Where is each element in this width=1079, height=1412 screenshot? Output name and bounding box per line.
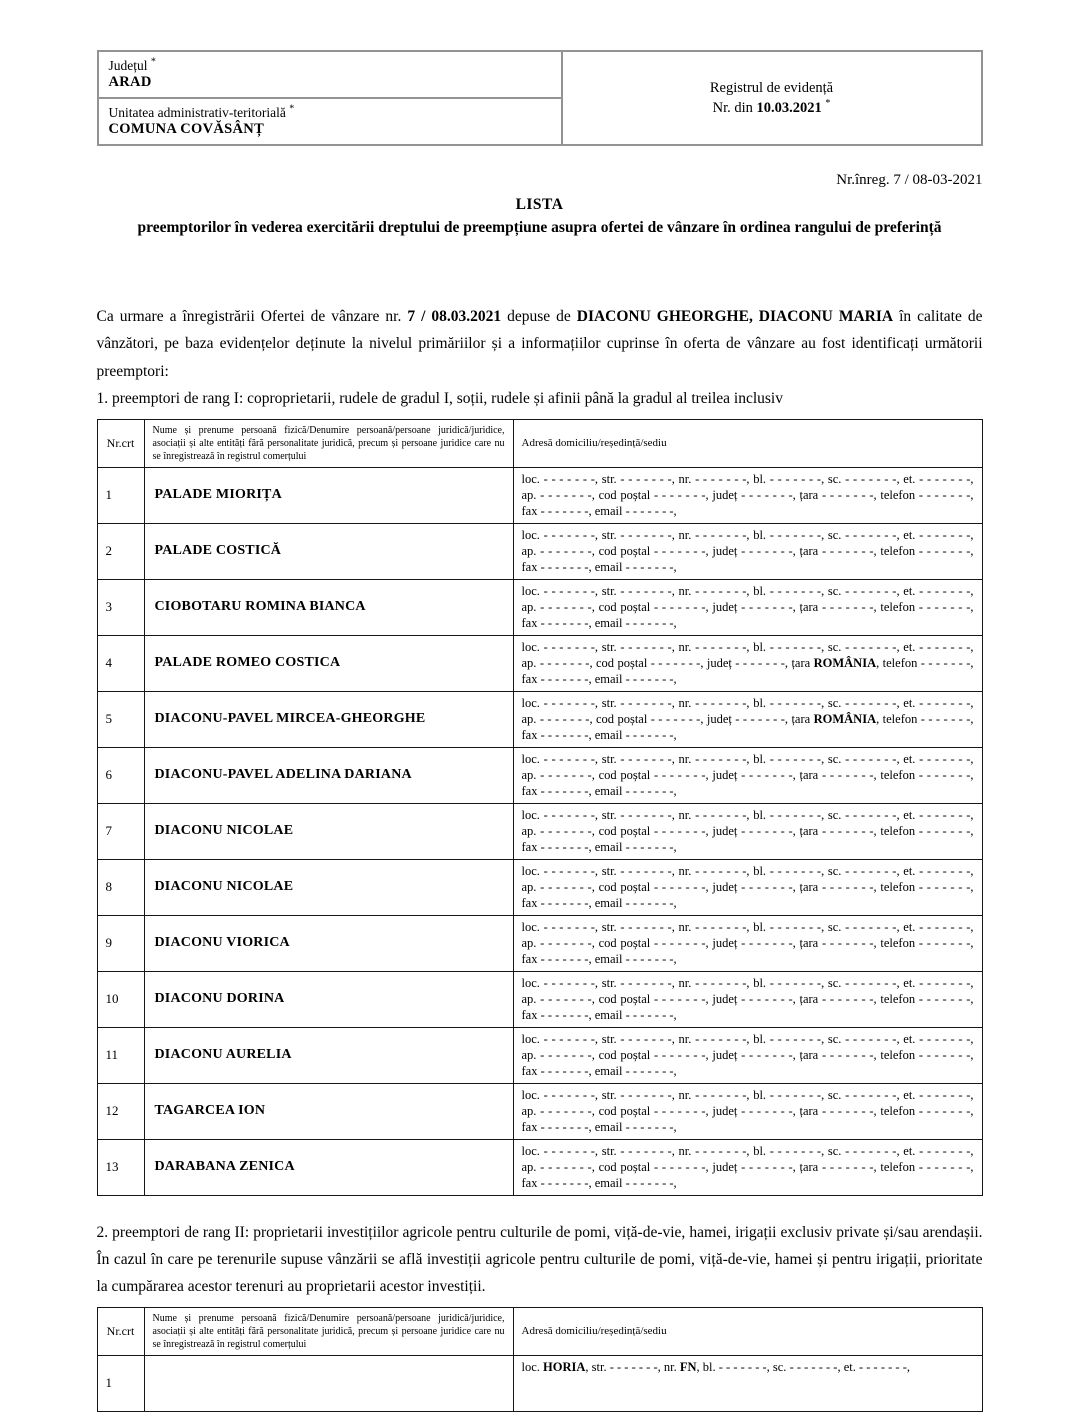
intro-paragraph: Ca urmare a înregistrării Ofertei de vânzare nr. 7 / 08.03.2021 depuse de DIACONU GHEORGHE, DIACONU MARIA în calitate de vânzători, pe baza evidențelor deținute la nivelul primăriilor și a informațiilor cuprinse în oferta de vânzare au fost identificați următorii preemptori:: [96, 308, 983, 380]
address-segment: str. - - - - - - -,: [601, 583, 675, 598]
address-segment: ap. - - - - - - -,: [521, 543, 595, 558]
address-segment: et. - - - - - - -,: [903, 527, 974, 542]
address-segment: telefon - - - - - - -,: [882, 655, 974, 670]
address-segment: țara - - - - - - -,: [799, 935, 877, 950]
address-segment: fax - - - - - - -,: [521, 1064, 592, 1079]
registry-box: [562, 51, 982, 145]
address-segment: nr. - - - - - - -,: [678, 863, 750, 878]
address-segment: telefon - - - - - - -,: [880, 487, 974, 502]
address-segment: bl. - - - - - - -,: [753, 471, 825, 486]
address-segment: ap. - - - - - - -,: [521, 487, 595, 502]
address-segment: județ - - - - - - -,: [712, 823, 796, 838]
address-segment: et. - - - - - - -,: [903, 751, 974, 766]
address-segment: sc. - - - - - - -,: [827, 1143, 900, 1158]
rang1-table-body: [97, 467, 982, 1195]
header-nr-crt: Nr.crt: [97, 1307, 144, 1355]
address-segment: et. - - - - - - -,: [843, 1359, 910, 1374]
address-segment: ap. - - - - - - -,: [521, 823, 595, 838]
address-segment: județ - - - - - - -,: [706, 711, 789, 726]
address-segment: țara - - - - - - -,: [799, 1047, 877, 1062]
preemptor-address: [513, 859, 982, 915]
address-segment: sc. - - - - - - -,: [827, 807, 900, 822]
uat-label: Unitatea administrativ-teritorială *: [108, 103, 295, 120]
preemptor-address: [513, 1083, 982, 1139]
address-segment: nr. - - - - - - -,: [678, 471, 750, 486]
address-segment: bl. - - - - - - -,: [753, 639, 825, 654]
address-segment: et. - - - - - - -,: [903, 1143, 974, 1158]
address-segment: țara - - - - - - -,: [799, 487, 877, 502]
address-segment: sc. - - - - - - -,: [827, 527, 900, 542]
address-segment: nr. - - - - - - -,: [678, 527, 750, 542]
rang1-table: [97, 419, 983, 1196]
address-segment: cod poștal - - - - - - -,: [596, 711, 704, 726]
address-segment: loc. - - - - - - -,: [521, 471, 599, 486]
sellers-names: DIACONU GHEORGHE, DIACONU MARIA: [576, 308, 894, 325]
address-segment: email - - - - - - -,: [594, 1064, 677, 1079]
table-row: [97, 635, 982, 691]
address-segment: email - - - - - - -,: [594, 840, 677, 855]
address-segment: str. - - - - - - -,: [601, 751, 675, 766]
address-segment: cod poștal - - - - - - -,: [598, 935, 709, 950]
address-segment: email - - - - - - -,: [594, 560, 677, 575]
address-segment: nr. - - - - - - -,: [678, 1143, 750, 1158]
address-segment: nr. - - - - - - -,: [678, 919, 750, 934]
preemptor-address: [513, 579, 982, 635]
row-number: 11: [97, 1027, 144, 1083]
preemptor-address: [513, 523, 982, 579]
address-segment: fax - - - - - - -,: [521, 728, 592, 743]
address-segment: loc. - - - - - - -,: [521, 527, 599, 542]
address-segment: telefon - - - - - - -,: [880, 1159, 974, 1174]
address-segment: fax - - - - - - -,: [521, 1120, 592, 1135]
row-number: 3: [97, 579, 144, 635]
header-name-column: Nume și prenume persoană fizică/Denumire persoană/persoane juridică/juridice, asociații și alte entități fără personalitate juridică, precum și persoane juridice care nu se înregistrează în registrul comerțului: [144, 1307, 513, 1355]
header-nr-crt: Nr.crt: [97, 419, 144, 467]
header-address-column: Adresă domiciliu/reședință/sediu: [513, 1307, 982, 1355]
address-segment: email - - - - - - -,: [594, 616, 677, 631]
table-row: [97, 523, 982, 579]
preemptor-name: DIACONU-PAVEL MIRCEA-GHEORGHE: [144, 691, 513, 747]
address-segment: bl. - - - - - - -,: [753, 527, 825, 542]
address-segment: ap. - - - - - - -,: [521, 599, 595, 614]
preemptor-address: [513, 971, 982, 1027]
address-segment: bl. - - - - - - -,: [753, 583, 825, 598]
address-segment: ap. - - - - - - -,: [521, 1047, 595, 1062]
address-segment: nr. - - - - - - -,: [678, 975, 750, 990]
address-segment: nr. - - - - - - -,: [678, 695, 750, 710]
table-row-partial: [97, 1355, 982, 1411]
address-segment: cod poștal - - - - - - -,: [598, 767, 709, 782]
address-segment: fax - - - - - - -,: [521, 672, 592, 687]
address-segment: județ - - - - - - -,: [712, 1103, 796, 1118]
address-segment: cod poștal - - - - - - -,: [598, 1159, 709, 1174]
address-segment: nr. - - - - - - -,: [678, 639, 750, 654]
county-box: [98, 51, 562, 98]
address-segment: fax - - - - - - -,: [521, 1008, 592, 1023]
address-segment: județ - - - - - - -,: [706, 655, 789, 670]
row-number: 8: [97, 859, 144, 915]
preemptor-name: DIACONU DORINA: [144, 971, 513, 1027]
address-segment: et. - - - - - - -,: [903, 1087, 974, 1102]
address-segment: loc. - - - - - - -,: [521, 1143, 599, 1158]
address-segment: et. - - - - - - -,: [903, 695, 974, 710]
address-segment: nr. - - - - - - -,: [678, 1087, 750, 1102]
table-row: [97, 1083, 982, 1139]
address-segment: fax - - - - - - -,: [521, 784, 592, 799]
address-segment: țara ROMÂNIA,: [791, 655, 880, 670]
address-segment: telefon - - - - - - -,: [880, 935, 974, 950]
preemptor-address: [513, 1027, 982, 1083]
table-row: [97, 747, 982, 803]
registration-number: Nr.înreg. 7 / 08-03-2021: [836, 172, 983, 188]
address-segment: telefon - - - - - - -,: [880, 879, 974, 894]
address-segment: țara - - - - - - -,: [799, 823, 877, 838]
address-segment: ap. - - - - - - -,: [521, 655, 593, 670]
address-segment: loc. - - - - - - -,: [521, 863, 599, 878]
asterisk: *: [150, 56, 156, 68]
rang2-heading: 2. preemptori de rang II: proprietarii investițiilor agricole pentru culturile de pomi, viță-de-vie, hamei, irigații exclusiv private și/sau arendașii. În cazul în care pe terenurile supuse vânzării se află investiții agricole pentru culturile de pomi, viță-de-vie, hamei și pentru irigații, prioritate la cumpărarea acestor terenuri au proprietarii acestor investiții.: [96, 1223, 983, 1296]
asterisk: *: [825, 98, 831, 110]
county-label: Județul *: [108, 56, 156, 73]
county-value: ARAD: [108, 74, 152, 90]
row-number: 12: [97, 1083, 144, 1139]
address-segment: cod poștal - - - - - - -,: [598, 1103, 709, 1118]
address-segment: loc. HORIA,: [521, 1359, 589, 1374]
address-segment: bl. - - - - - - -,: [753, 863, 825, 878]
address-segment: județ - - - - - - -,: [712, 879, 796, 894]
offer-number: 7 / 08.03.2021: [407, 308, 502, 325]
address-segment: fax - - - - - - -,: [521, 952, 592, 967]
address-segment: et. - - - - - - -,: [903, 1031, 974, 1046]
address-segment: str. - - - - - - -,: [601, 807, 675, 822]
address-segment: sc. - - - - - - -,: [827, 975, 900, 990]
table-row: [97, 1027, 982, 1083]
preemptor-name: DIACONU NICOLAE: [144, 803, 513, 859]
uat-box: [98, 98, 562, 145]
address-segment: nr. - - - - - - -,: [678, 751, 750, 766]
table-row: [97, 859, 982, 915]
address-segment: cod poștal - - - - - - -,: [598, 879, 709, 894]
address-segment: loc. - - - - - - -,: [521, 975, 599, 990]
preemptor-address: [513, 747, 982, 803]
header-address-column: Adresă domiciliu/reședință/sediu: [513, 419, 982, 467]
address-segment: cod poștal - - - - - - -,: [596, 655, 704, 670]
preemptor-address: [513, 915, 982, 971]
address-segment: telefon - - - - - - -,: [880, 767, 974, 782]
address-segment: str. - - - - - - -,: [601, 1031, 675, 1046]
address-segment: fax - - - - - - -,: [521, 840, 592, 855]
table-row: [97, 971, 982, 1027]
address-segment: cod poștal - - - - - - -,: [598, 1047, 709, 1062]
address-segment: telefon - - - - - - -,: [882, 711, 974, 726]
preemptor-name: DIACONU VIORICA: [144, 915, 513, 971]
address-segment: email - - - - - - -,: [594, 672, 677, 687]
address-segment: email - - - - - - -,: [594, 504, 677, 519]
address-segment: str. - - - - - - -,: [601, 1087, 675, 1102]
address-segment: bl. - - - - - - -,: [753, 1087, 825, 1102]
address-segment: et. - - - - - - -,: [903, 639, 974, 654]
row-number: 13: [97, 1139, 144, 1195]
address-segment: țara - - - - - - -,: [799, 1103, 877, 1118]
rang1-heading: 1. preemptori de rang I: coproprietarii, rudele de gradul I, soții, rudele și afinii până la gradul al treilea inclusiv: [96, 390, 783, 408]
address-segment: fax - - - - - - -,: [521, 896, 592, 911]
rang2-table-clip: [97, 1307, 983, 1391]
address-segment: nr. - - - - - - -,: [678, 807, 750, 822]
address-segment: județ - - - - - - -,: [712, 767, 796, 782]
address-segment: telefon - - - - - - -,: [880, 1047, 974, 1062]
registry-number-line: Nr. din 10.03.2021 *: [712, 98, 831, 116]
document-title: LISTA: [515, 196, 564, 213]
address-segment: sc. - - - - - - -,: [772, 1359, 841, 1374]
address-segment: bl. - - - - - - -,: [753, 751, 825, 766]
address-segment: telefon - - - - - - -,: [880, 599, 974, 614]
address-segment: ap. - - - - - - -,: [521, 879, 595, 894]
address-segment: cod poștal - - - - - - -,: [598, 599, 709, 614]
address-segment: telefon - - - - - - -,: [880, 543, 974, 558]
table-header-row: [97, 1307, 982, 1355]
address-segment: str. - - - - - - -,: [601, 919, 675, 934]
registry-title: Registrul de evidență: [709, 80, 834, 96]
address-segment: cod poștal - - - - - - -,: [598, 487, 709, 502]
address-segment: str. - - - - - - -,: [601, 1143, 675, 1158]
address-segment: sc. - - - - - - -,: [827, 583, 900, 598]
preemptor-name: DIACONU-PAVEL ADELINA DARIANA: [144, 747, 513, 803]
address-segment: țara ROMÂNIA,: [791, 711, 880, 726]
address-segment: sc. - - - - - - -,: [827, 751, 900, 766]
address-segment: loc. - - - - - - -,: [521, 1087, 599, 1102]
row-number: 1: [97, 1355, 144, 1411]
address-segment: et. - - - - - - -,: [903, 919, 974, 934]
preemptor-name: DARABANA ZENICA: [144, 1139, 513, 1195]
table-header-row: [97, 419, 982, 467]
address-segment: cod poștal - - - - - - -,: [598, 823, 709, 838]
address-segment: județ - - - - - - -,: [712, 1047, 796, 1062]
preemptor-name: TAGARCEA ION: [144, 1083, 513, 1139]
address-segment: ap. - - - - - - -,: [521, 991, 595, 1006]
address-segment: bl. - - - - - - -,: [753, 1031, 825, 1046]
address-segment: nr. FN,: [663, 1359, 700, 1374]
address-segment: email - - - - - - -,: [594, 952, 677, 967]
preemptor-name: [144, 1355, 513, 1411]
address-segment: țara - - - - - - -,: [799, 767, 877, 782]
address-segment: str. - - - - - - -,: [591, 1359, 661, 1374]
address-segment: str. - - - - - - -,: [601, 527, 675, 542]
registry-date: 10.03.2021: [756, 100, 822, 116]
address-segment: loc. - - - - - - -,: [521, 919, 599, 934]
preemptor-name: DIACONU NICOLAE: [144, 859, 513, 915]
address-segment: loc. - - - - - - -,: [521, 695, 599, 710]
address-segment: cod poștal - - - - - - -,: [598, 991, 709, 1006]
row-number: 9: [97, 915, 144, 971]
header-box-table: [97, 50, 983, 146]
address-segment: str. - - - - - - -,: [601, 639, 675, 654]
address-segment: loc. - - - - - - -,: [521, 1031, 599, 1046]
document-page: [96, 0, 983, 1391]
address-segment: județ - - - - - - -,: [712, 543, 796, 558]
address-segment: țara - - - - - - -,: [799, 1159, 877, 1174]
address-segment: sc. - - - - - - -,: [827, 471, 900, 486]
address-segment: județ - - - - - - -,: [712, 935, 796, 950]
address-segment: et. - - - - - - -,: [903, 471, 974, 486]
row-number: 5: [97, 691, 144, 747]
address-segment: județ - - - - - - -,: [712, 1159, 796, 1174]
address-segment: județ - - - - - - -,: [712, 599, 796, 614]
address-segment: nr. - - - - - - -,: [678, 1031, 750, 1046]
address-segment: ap. - - - - - - -,: [521, 1159, 595, 1174]
address-segment: bl. - - - - - - -,: [702, 1359, 770, 1374]
table-row: [97, 467, 982, 523]
address-segment: email - - - - - - -,: [594, 896, 677, 911]
address-segment: telefon - - - - - - -,: [880, 991, 974, 1006]
table-row: [97, 1139, 982, 1195]
address-segment: fax - - - - - - -,: [521, 560, 592, 575]
preemptor-address: [513, 691, 982, 747]
address-segment: email - - - - - - -,: [594, 784, 677, 799]
address-segment: țara - - - - - - -,: [799, 991, 877, 1006]
address-segment: str. - - - - - - -,: [601, 695, 675, 710]
address-segment: țara - - - - - - -,: [799, 543, 877, 558]
address-segment: bl. - - - - - - -,: [753, 807, 825, 822]
address-segment: județ - - - - - - -,: [712, 487, 796, 502]
preemptor-address: [513, 635, 982, 691]
address-segment: telefon - - - - - - -,: [880, 1103, 974, 1118]
address-segment: fax - - - - - - -,: [521, 616, 592, 631]
preemptor-name: CIOBOTARU ROMINA BIANCA: [144, 579, 513, 635]
address-segment: loc. - - - - - - -,: [521, 807, 599, 822]
address-segment: str. - - - - - - -,: [601, 471, 675, 486]
address-segment: et. - - - - - - -,: [903, 807, 974, 822]
uat-value: COMUNA COVĂSÂNȚ: [108, 121, 265, 137]
preemptor-name: PALADE COSTICĂ: [144, 523, 513, 579]
address-segment: fax - - - - - - -,: [521, 1176, 592, 1191]
address-segment: email - - - - - - -,: [594, 1120, 677, 1135]
table-row: [97, 803, 982, 859]
table-row: [97, 691, 982, 747]
preemptor-name: PALADE MIORIȚA: [144, 467, 513, 523]
address-segment: țara - - - - - - -,: [799, 599, 877, 614]
address-segment: ap. - - - - - - -,: [521, 767, 595, 782]
address-segment: loc. - - - - - - -,: [521, 751, 599, 766]
address-segment: bl. - - - - - - -,: [753, 975, 825, 990]
address-segment: ap. - - - - - - -,: [521, 935, 595, 950]
preemptor-address: [513, 803, 982, 859]
address-segment: ap. - - - - - - -,: [521, 711, 593, 726]
address-segment: bl. - - - - - - -,: [753, 695, 825, 710]
row-number: 6: [97, 747, 144, 803]
address-segment: sc. - - - - - - -,: [827, 695, 900, 710]
rang2-table: [97, 1307, 983, 1412]
row-number: 1: [97, 467, 144, 523]
preemptor-address: [513, 1139, 982, 1195]
address-segment: et. - - - - - - -,: [903, 975, 974, 990]
row-number: 10: [97, 971, 144, 1027]
row-number: 4: [97, 635, 144, 691]
address-segment: cod poștal - - - - - - -,: [598, 543, 709, 558]
preemptor-name: PALADE ROMEO COSTICA: [144, 635, 513, 691]
address-segment: et. - - - - - - -,: [903, 863, 974, 878]
address-segment: bl. - - - - - - -,: [753, 919, 825, 934]
address-segment: fax - - - - - - -,: [521, 504, 592, 519]
address-segment: email - - - - - - -,: [594, 728, 677, 743]
asterisk: *: [289, 103, 295, 115]
document-subtitle: preemptorilor în vederea exercitării dreptului de preempțiune asupra ofertei de vânzare în ordinea rangului de preferință: [137, 219, 942, 236]
address-segment: bl. - - - - - - -,: [753, 1143, 825, 1158]
address-segment: sc. - - - - - - -,: [827, 639, 900, 654]
address-segment: str. - - - - - - -,: [601, 863, 675, 878]
address-segment: sc. - - - - - - -,: [827, 919, 900, 934]
table-row: [97, 579, 982, 635]
table-row: [97, 915, 982, 971]
preemptor-address: [513, 1355, 982, 1411]
address-segment: sc. - - - - - - -,: [827, 1031, 900, 1046]
address-segment: loc. - - - - - - -,: [521, 639, 599, 654]
address-segment: et. - - - - - - -,: [903, 583, 974, 598]
address-segment: email - - - - - - -,: [594, 1176, 677, 1191]
address-segment: județ - - - - - - -,: [712, 991, 796, 1006]
header-name-column: Nume și prenume persoană fizică/Denumire persoană/persoane juridică/juridice, asociații și alte entități fără personalitate juridică, precum și persoane juridice care nu se înregistrează în registrul comerțului: [144, 419, 513, 467]
address-segment: str. - - - - - - -,: [601, 975, 675, 990]
preemptor-name: DIACONU AURELIA: [144, 1027, 513, 1083]
address-segment: sc. - - - - - - -,: [827, 863, 900, 878]
address-segment: sc. - - - - - - -,: [827, 1087, 900, 1102]
preemptor-address: [513, 467, 982, 523]
address-segment: telefon - - - - - - -,: [880, 823, 974, 838]
address-segment: ap. - - - - - - -,: [521, 1103, 595, 1118]
row-number: 7: [97, 803, 144, 859]
address-segment: loc. - - - - - - -,: [521, 583, 599, 598]
address-segment: nr. - - - - - - -,: [678, 583, 750, 598]
address-segment: țara - - - - - - -,: [799, 879, 877, 894]
address-segment: email - - - - - - -,: [594, 1008, 677, 1023]
row-number: 2: [97, 523, 144, 579]
